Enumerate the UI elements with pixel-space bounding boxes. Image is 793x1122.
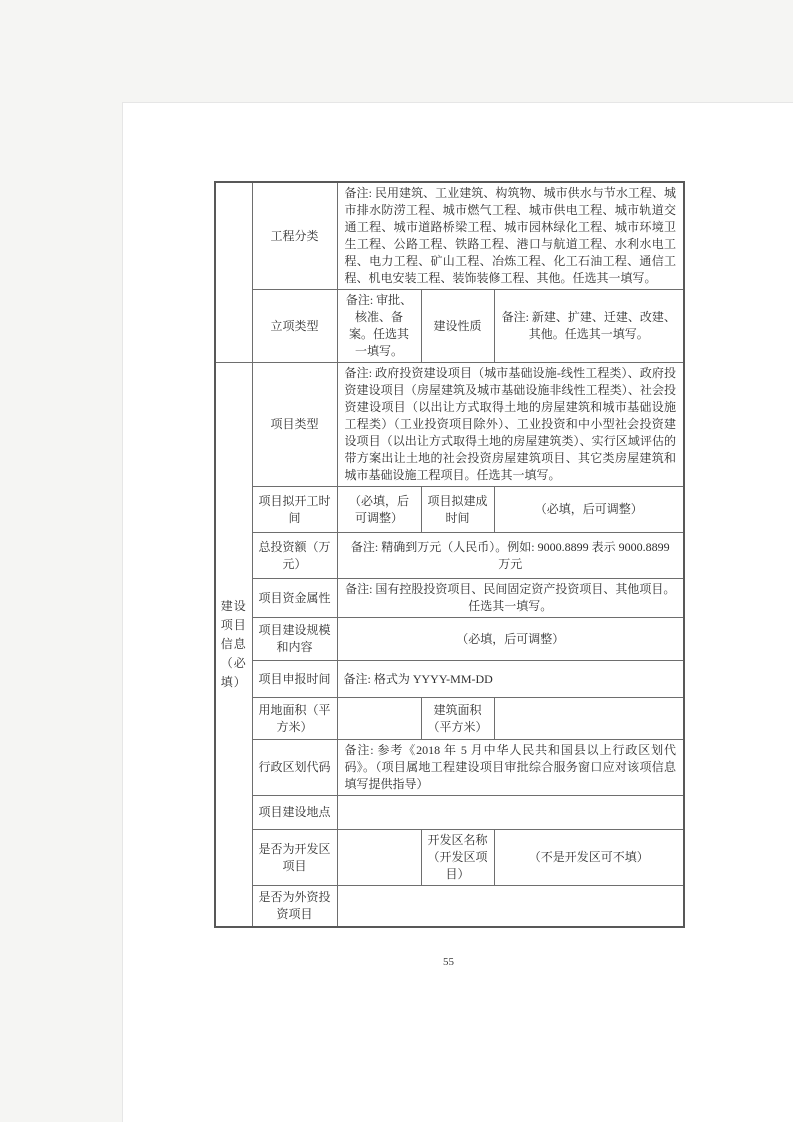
label-fund-attribute: 项目资金属性 [252,579,337,618]
table-row [215,796,684,830]
table-row [215,290,684,363]
remark-dev-zone-name: （不是开发区可不填） [494,830,684,886]
value-construction-location [337,796,684,830]
table-row [215,830,684,886]
label-scale-and-content: 项目建设规模和内容 [252,618,337,661]
value-land-area [337,698,421,740]
value-building-area [494,698,684,740]
remark-project-type: 备注: 政府投资建设项目（城市基础设施-线性工程类）、政府投资建设项目（房屋建筑及城市基础设施非线性工程类）、社会投资建设项目（以出让方式取得土地的房屋建筑和城市基础设施工程类）（工业投资项目除外）、工业投资和中小型社会投资建设项目（以出让方式取得土地的房屋建筑类）、实行区域评估的带方案出让土地的社会投资房屋建筑项目、其它类房屋建筑和城市基础设施工程项目。任选其一填写。 [337,363,684,487]
table-row [215,661,684,698]
table-row [215,579,684,618]
table-row [215,182,684,290]
value-scale-and-content: （必填，后可调整） [337,618,684,661]
label-total-investment: 总投资额（万元） [252,533,337,579]
table-row [215,740,684,796]
remark-construction-nature: 备注: 新建、扩建、迁建、改建、其他。任选其一填写。 [494,290,684,363]
label-dev-zone-name: 开发区名称（开发区项目） [421,830,494,886]
section-label-line: 填） [220,674,247,689]
value-planned-completion-time: （必填，后可调整） [494,487,684,533]
remark-engineering-class: 备注: 民用建筑、工业建筑、构筑物、城市供水与节水工程、城市排水防涝工程、城市燃气工程、城市供电工程、城市轨道交通工程、城市道路桥梁工程、城市园林绿化工程、城市环境卫生工程、公路工程、铁路工程、港口与航道工程、水利水电工程、电力工程、矿山工程、冶炼工程、化工石油工程、通信工程、机电安装工程、装饰装修工程、其他。任选其一填写。 [337,182,684,290]
value-is-dev-zone-project [337,830,421,886]
remark-fund-attribute: 备注: 国有控股投资项目、民间固定资产投资项目、其他项目。任选其一填写。 [337,579,684,618]
label-planned-start-time: 项目拟开工时间 [252,487,337,533]
section-label-line: 信息 [220,636,247,651]
label-engineering-class: 工程分类 [252,182,337,290]
label-planned-completion-time: 项目拟建成时间 [421,487,494,533]
project-info-table [214,181,685,928]
document-page [122,102,793,1122]
section-label-line: 建设 [220,598,247,613]
remark-declare-time: 备注: 格式为 YYYY-MM-DD [337,661,684,698]
table-row [215,363,684,487]
remark-total-investment: 备注: 精确到万元（人民币）。例如: 9000.8899 表示 9000.8899 万元 [337,533,684,579]
table-row [215,533,684,579]
label-approval-type: 立项类型 [252,290,337,363]
page-number: 55 [443,956,454,968]
label-construction-location: 项目建设地点 [252,796,337,830]
table-row [215,698,684,740]
remark-admin-division-code: 备注: 参考《2018 年 5 月中华人民共和国县以上行政区划代码》。（项目属地工程建设项目审批综合服务窗口应对该项信息填写提供指导） [337,740,684,796]
value-is-foreign-investment [337,886,684,927]
label-project-type: 项目类型 [252,363,337,487]
label-is-foreign-investment: 是否为外资投资项目 [252,886,337,927]
section-label-line: 项目 [220,617,247,632]
value-planned-start-time: （必填，后可调整） [337,487,421,533]
label-construction-nature: 建设性质 [421,290,494,363]
label-land-area: 用地面积（平方米） [252,698,337,740]
table-row [215,886,684,927]
label-is-dev-zone-project: 是否为开发区项目 [252,830,337,886]
section-label-line: （必 [220,655,247,670]
section-cell-blank [215,182,252,363]
label-building-area: 建筑面积（平方米） [421,698,494,740]
remark-approval-type: 备注: 审批、核准、备案。任选其一填写。 [337,290,421,363]
section-label-construction-project-info [215,363,252,927]
table-row [215,487,684,533]
table-row [215,618,684,661]
label-declare-time: 项目申报时间 [252,661,337,698]
label-admin-division-code: 行政区划代码 [252,740,337,796]
